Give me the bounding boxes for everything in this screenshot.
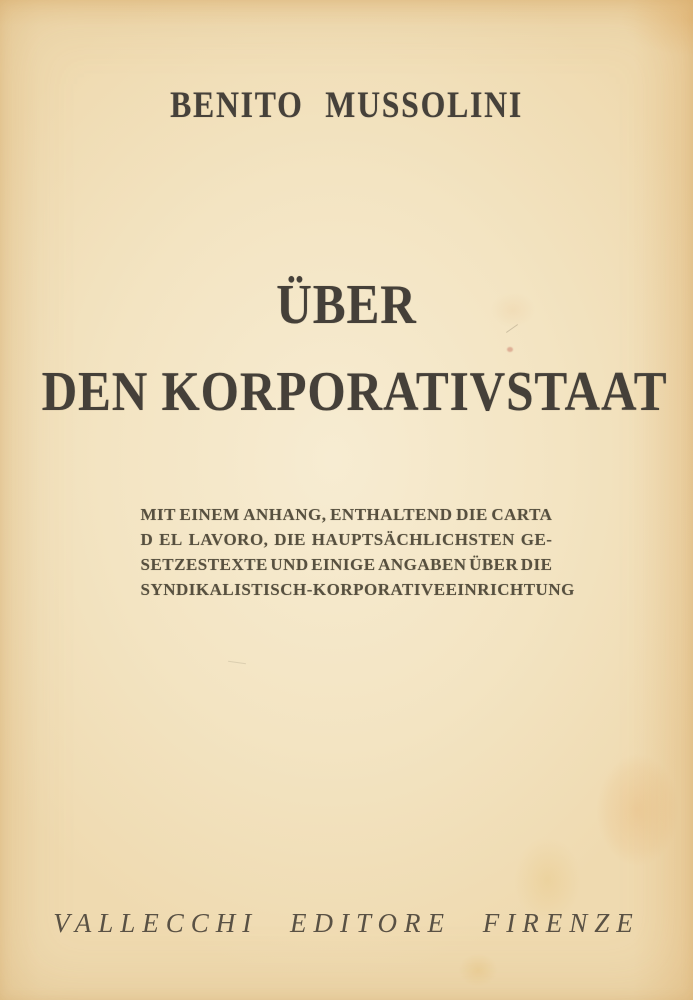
- subtitle-line-2: D EL LAVORO, DIE HAUPTSÄCHLICHSTEN GE-: [140, 530, 553, 549]
- subtitle-line-1: MIT EINEM ANHANG, ENTHALTEND DIE CARTA: [140, 505, 553, 524]
- paper-scratch: [228, 661, 246, 664]
- book-title-line-2: DEN KORPORATIVSTAAT: [41, 361, 668, 423]
- paper-speck: [507, 347, 513, 352]
- publisher-imprint: VALLECCHI EDITORE FIRENZE: [53, 908, 640, 938]
- subtitle-line-3: SETZESTEXTE UND EINIGE ANGABEN ÜBER DIE: [140, 555, 553, 574]
- author-name: BENITO MUSSOLINI: [170, 85, 523, 126]
- book-title-line-1: ÜBER: [276, 274, 417, 336]
- subtitle-block: [140, 505, 575, 605]
- subtitle-line-4: SYNDIKALISTISCH-KORPORATIVE EINRICHTUNG: [140, 580, 575, 599]
